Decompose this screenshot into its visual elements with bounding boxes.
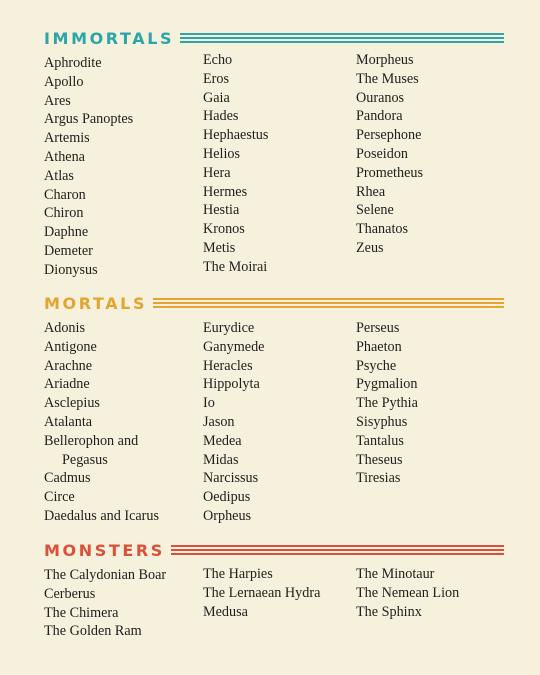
section-title: IMMORTALS — [44, 28, 175, 48]
list-item: The Golden Ram — [44, 623, 142, 640]
rule-line — [171, 545, 504, 547]
section-heading — [44, 28, 504, 48]
list-item: Ouranos — [356, 89, 405, 106]
list-item: Narcissus — [203, 470, 259, 487]
list-item: Rhea — [356, 183, 386, 200]
rule-line — [153, 306, 504, 308]
name-column-2 — [203, 565, 320, 621]
list-item: Daphne — [44, 224, 89, 241]
rule-line — [180, 33, 504, 35]
list-item: Hephaestus — [203, 127, 269, 144]
list-item: Circe — [44, 489, 75, 506]
list-item: Tantalus — [356, 432, 404, 449]
name-column-1 — [44, 319, 159, 526]
list-item: Psyche — [356, 357, 397, 374]
list-item: Perseus — [356, 320, 400, 336]
list-item: Zeus — [356, 239, 384, 256]
list-item: The Moirai — [203, 258, 268, 275]
triple-rule-divider — [153, 298, 504, 308]
section-title: MORTALS — [44, 293, 148, 313]
list-item: The Calydonian Boar — [44, 567, 167, 583]
list-item: Medea — [203, 432, 242, 449]
list-item: Orpheus — [203, 507, 252, 524]
section-mortals — [44, 293, 504, 524]
list-item: Daedalus and Icarus — [44, 507, 160, 524]
list-item: The Harpies — [203, 566, 273, 582]
name-column-2 — [203, 51, 268, 277]
list-item: Helios — [203, 145, 241, 162]
rule-line — [171, 553, 504, 555]
list-item: Aphrodite — [44, 55, 102, 71]
list-item: Apollo — [44, 73, 84, 90]
list-item: Antigone — [44, 338, 97, 355]
name-column-3 — [356, 319, 418, 488]
list-item: Hippolyta — [203, 376, 260, 393]
rule-line — [171, 549, 504, 551]
list-item: Bellerophon and — [44, 432, 139, 449]
list-item: The Pythia — [356, 395, 418, 412]
list-item: Metis — [203, 239, 236, 256]
section-heading — [44, 540, 504, 560]
list-item: Demeter — [44, 242, 93, 259]
name-column-2 — [203, 319, 264, 526]
list-item: Poseidon — [356, 145, 409, 162]
list-item: Tiresias — [356, 470, 401, 487]
list-item: Arachne — [44, 357, 93, 374]
list-item: Eurydice — [203, 320, 255, 336]
name-column-3 — [356, 51, 423, 258]
list-item: The Sphinx — [356, 603, 422, 620]
list-item: Athena — [44, 148, 85, 165]
list-item: Gaia — [203, 89, 230, 106]
list-item: Cadmus — [44, 470, 91, 487]
list-item: Kronos — [203, 221, 245, 238]
triple-rule-divider — [171, 545, 504, 555]
triple-rule-divider — [180, 33, 504, 43]
list-item: Echo — [203, 52, 233, 68]
list-item: Hestia — [203, 202, 240, 219]
list-item: Midas — [203, 451, 239, 468]
list-item: Atlas — [44, 167, 74, 184]
list-item: Pygmalion — [356, 376, 418, 393]
list-item: Chiron — [44, 205, 84, 222]
list-item: Ariadne — [44, 376, 90, 393]
list-item: Hades — [203, 108, 239, 125]
list-item: Adonis — [44, 320, 85, 336]
name-column-3 — [356, 565, 459, 621]
list-item: Dionysus — [44, 261, 98, 278]
list-item: Hera — [203, 164, 231, 181]
rule-line — [180, 37, 504, 39]
list-item: Io — [203, 395, 215, 412]
list-item: Cerberus — [44, 585, 96, 602]
list-item: Morpheus — [356, 52, 414, 68]
section-title: MONSTERS — [44, 540, 165, 560]
list-item: Ganymede — [203, 338, 265, 355]
rule-line — [153, 298, 504, 300]
list-item: Pegasus — [62, 451, 108, 468]
name-column-1 — [44, 54, 133, 280]
section-monsters — [44, 540, 504, 640]
list-item: Selene — [356, 202, 394, 219]
list-item: Jason — [203, 413, 235, 430]
list-item: Argus Panoptes — [44, 111, 134, 128]
rule-line — [153, 302, 504, 304]
list-item: Thanatos — [356, 221, 409, 238]
list-item: The Chimera — [44, 604, 119, 621]
list-item: Hermes — [203, 183, 248, 200]
list-item: Prometheus — [356, 164, 423, 181]
section-immortals — [44, 28, 504, 278]
list-item: Atalanta — [44, 413, 93, 430]
list-item: Phaeton — [356, 338, 402, 355]
list-item: Medusa — [203, 603, 248, 620]
list-item: Eros — [203, 70, 230, 87]
list-item: Charon — [44, 186, 86, 203]
list-item: The Lernaean Hydra — [203, 584, 321, 601]
list-item: Theseus — [356, 451, 403, 468]
list-item: Ares — [44, 92, 71, 109]
list-item: Asclepius — [44, 395, 100, 412]
name-column-1 — [44, 566, 166, 641]
list-item: Heracles — [203, 357, 253, 374]
list-item: Artemis — [44, 130, 90, 147]
list-item: The Minotaur — [356, 566, 435, 582]
list-item: Persephone — [356, 127, 422, 144]
list-item: Pandora — [356, 108, 403, 125]
list-item: The Muses — [356, 70, 419, 87]
rule-line — [180, 41, 504, 43]
list-item: Oedipus — [203, 489, 251, 506]
section-heading — [44, 293, 504, 313]
list-item: The Nemean Lion — [356, 584, 460, 601]
list-item: Sisyphus — [356, 413, 408, 430]
